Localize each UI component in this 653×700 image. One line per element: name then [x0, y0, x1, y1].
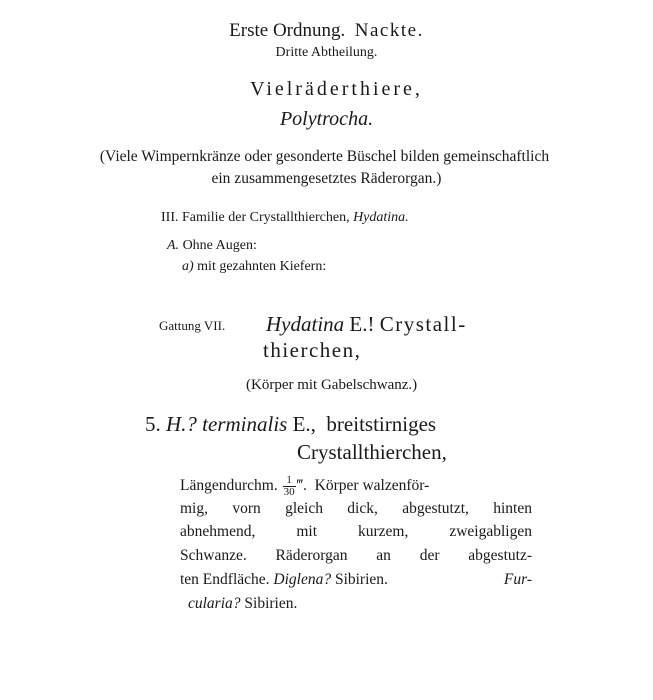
location-sibirien-2: Sibirien.: [244, 595, 298, 612]
species-description-line4: Schwanze. Räderorgan an der abgestutz-: [180, 547, 532, 564]
group-description-line1: (Viele Wimpernkränze oder gesonderte Büschel bilden gemeinschaftlich: [99, 148, 550, 165]
species-latin-prefix: H.?: [166, 412, 197, 436]
measure-numerator: 1: [283, 475, 296, 487]
synonym-furcularia-start: Fur-: [503, 571, 532, 588]
group-title: Vielräderthiere,: [250, 78, 423, 100]
species-description-line2: mig, vorn gleich dick, abgestutzt, hinten: [180, 500, 532, 517]
division-heading: Dritte Abtheilung.: [275, 45, 378, 60]
subdivision-a-text: Ohne Augen:: [182, 238, 257, 253]
genus-heading: [266, 312, 467, 337]
species-description-line6: [188, 595, 297, 613]
genus-common-name-part1: Crystall-: [379, 312, 467, 336]
order-prefix: Erste Ordnung.: [229, 20, 346, 41]
description-endflaeche: ten Endfläche.: [180, 571, 270, 588]
subdivision-b-label: a): [182, 259, 194, 274]
measure-denominator: 30: [283, 486, 295, 498]
measure-label: Längendurchm.: [180, 477, 278, 495]
species-authority: E.,: [292, 412, 316, 436]
line5-start: [180, 571, 388, 589]
synonym-furcularia-end: cularia?: [188, 595, 241, 612]
species-description-line5: [180, 571, 532, 589]
description-line1-rest: Körper walzenför-: [314, 477, 430, 495]
subdivision-b-text: mit gezahnten Kiefern:: [197, 259, 327, 274]
genus-label: Gattung VII.: [159, 318, 226, 333]
species-number: 5.: [145, 412, 161, 436]
synonym-diglena: Diglena?: [273, 571, 332, 588]
genus-note: (Körper mit Gabelschwanz.): [246, 377, 418, 393]
genus-authority: E.!: [349, 312, 375, 336]
measure-fraction: [283, 475, 296, 498]
genus-latin-name: Hydatina: [266, 312, 345, 336]
species-latin-epithet: terminalis: [202, 412, 288, 436]
family-latin-name: Hydatina.: [353, 210, 409, 225]
genus-common-name-part2: thierchen,: [263, 338, 362, 362]
order-name: Nackte.: [354, 20, 424, 41]
order-heading: [0, 20, 653, 42]
family-heading: [161, 210, 409, 226]
species-heading: [145, 412, 436, 437]
subdivision-a: [167, 238, 257, 254]
family-label: Familie der Crystallthierchen,: [182, 210, 350, 225]
location-sibirien-1: Sibirien.: [334, 571, 388, 588]
species-common-name-part2: Crystallthierchen,: [297, 440, 447, 464]
species-description-line1: [180, 475, 535, 498]
subdivision-b: [182, 259, 326, 275]
group-latin-name: Polytrocha.: [279, 108, 374, 130]
species-description-line3: abnehmend, mit kurzem, zweigabligen: [180, 523, 532, 540]
family-number: III.: [161, 210, 179, 225]
species-common-name-part1: breitstirniges: [326, 412, 437, 436]
measure-unit: ‴.: [296, 477, 307, 495]
group-description-line2: ein zusammengesetztes Räderorgan.): [211, 170, 442, 187]
subdivision-a-label: A.: [167, 238, 180, 253]
